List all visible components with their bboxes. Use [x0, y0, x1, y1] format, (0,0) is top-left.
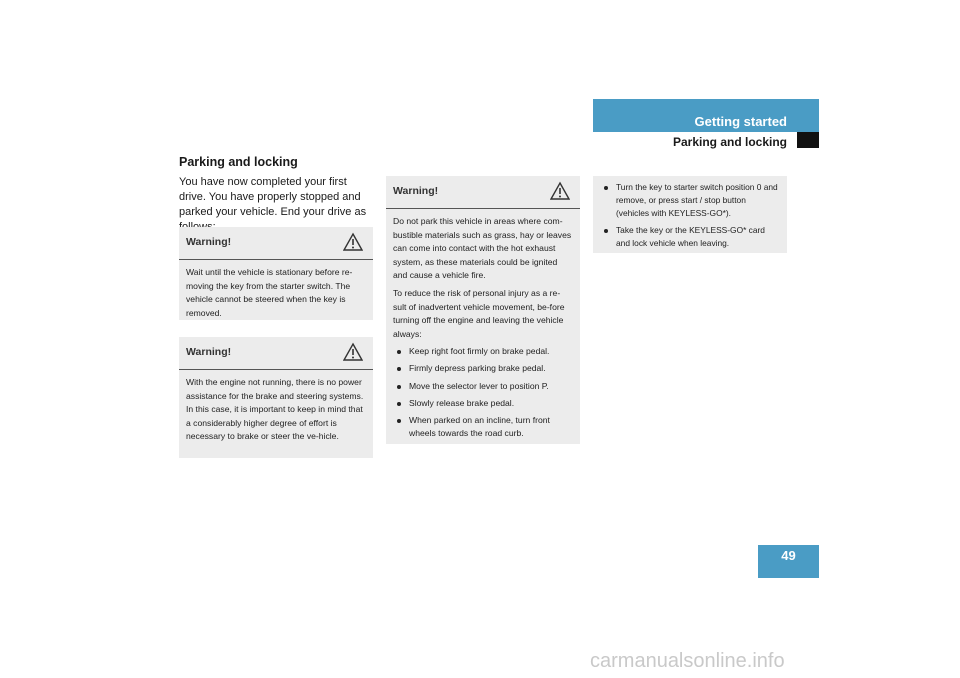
list-item: Firmly depress parking brake pedal.: [393, 362, 573, 376]
list-item: Turn the key to starter switch position 0 and remove, or press start / stop button (vehicles with KEYLESS-GO*).: [600, 181, 780, 220]
header-subsection-title: Parking and locking: [672, 135, 787, 149]
list-item: When parked on an incline, turn front wheels towards the road curb.: [393, 414, 573, 441]
warning-triangle-icon: [343, 232, 363, 252]
watermark: carmanualsonline.info: [590, 650, 785, 672]
warning-box-3: [386, 176, 580, 444]
section-title: Parking and locking: [179, 155, 298, 169]
list-item: Keep right foot firmly on brake pedal.: [393, 345, 573, 359]
warning-title: Warning!: [186, 236, 232, 248]
warning-paragraph: With the engine not running, there is no power assistance for the brake and steering systems. In this case, it is important to keep in mind that a considerably higher degree of effort is necessary to brake or steer the ve-hicle.: [186, 377, 364, 442]
page-number: 49: [758, 545, 819, 578]
warning-bullet-list: [393, 345, 573, 441]
warning-title: Warning!: [393, 185, 439, 197]
warning-header: [179, 227, 373, 260]
warning-paragraph: Wait until the vehicle is stationary before re-moving the key from the starter switch. The vehicle cannot be steered when the key is removed.: [186, 267, 353, 318]
list-item: Slowly release brake pedal.: [393, 397, 573, 411]
warning-triangle-icon: [550, 181, 570, 201]
warning-header: [179, 337, 373, 370]
intro-paragraph: You have now completed your first drive. You have properly stopped and parked your vehicle. End your drive as: [179, 176, 367, 218]
warning-paragraph: To reduce the risk of personal injury as a re-sult of inadvertent vehicle movement, be-fore turning off the engine and leaving the vehicle always:: [393, 287, 565, 339]
warning-body: [386, 209, 580, 450]
warning-box-1: [179, 227, 373, 320]
warning-triangle-icon: [343, 342, 363, 362]
header-band: [593, 99, 819, 132]
instruction-steps: [593, 176, 787, 253]
warning-box-2: [179, 337, 373, 458]
warning-header: [386, 176, 580, 209]
chapter-tab-marker: [797, 132, 819, 148]
warning-body: [179, 370, 373, 454]
warning-title: Warning!: [186, 346, 232, 358]
list-item: Take the key or the KEYLESS-GO* card and lock vehicle when leaving.: [600, 224, 780, 250]
header-section-title: Getting started: [694, 114, 787, 129]
list-item: Move the selector lever to position P.: [393, 380, 573, 394]
steps-list: [600, 181, 780, 250]
warning-body: [179, 260, 373, 330]
warning-paragraph: Do not park this vehicle in areas where com-bustible materials such as grass, hay or leaves can come into contact with the hot exhaust system, as these materials could be ignited and cause a vehicle fire.: [393, 216, 572, 281]
